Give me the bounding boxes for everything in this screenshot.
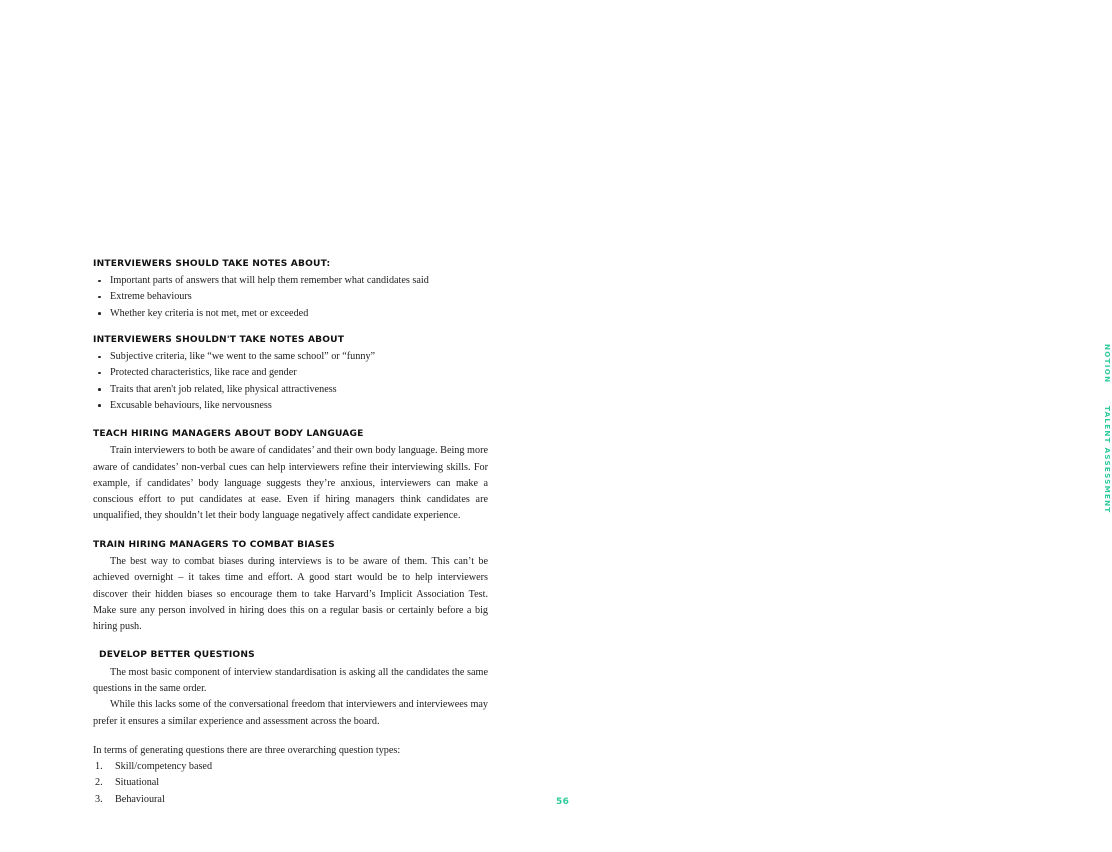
list-item-text: Behavioural — [115, 793, 165, 805]
list-item-text: Situational — [115, 777, 160, 789]
list-item-text: Excusable behaviours, like nervousness — [110, 399, 272, 411]
list-item-text: Skill/competency based — [115, 761, 213, 773]
text-column — [93, 258, 488, 822]
bullet-dot-icon — [98, 356, 101, 359]
bullet-dot-icon — [98, 388, 101, 391]
bullet-dot-icon — [98, 280, 101, 283]
list-question-types — [93, 759, 488, 808]
list-item — [93, 306, 488, 322]
heading-shouldnt-take-notes: INTERVIEWERS SHOULDN'T TAKE NOTES ABOUT — [93, 334, 345, 345]
list-item-text: Protected characteristics, like race and gender — [110, 367, 297, 379]
rail-section-label: TALENT ASSESSMENT — [1103, 406, 1112, 514]
heading-better-questions: DEVELOP BETTER QUESTIONS — [99, 650, 255, 661]
list-item — [93, 398, 488, 414]
paragraph-better-questions-one: The most basic component of interview standardisation is asking all the candidates the same questions in the same order. — [93, 666, 488, 695]
heading-combat-biases: TRAIN HIRING MANAGERS TO COMBAT BIASES — [93, 539, 335, 550]
paragraph-combat-biases: The best way to combat biases during interviews is to be aware of them. This can’t be achieved overnight – it takes time and effort. A good start would be to help interviewers discover their hidden biases so encourage them to take Harvard’s Implicit Association Test. Make sure any person involved in hiring does this on a regular basis or certainly before a big hiring push. — [93, 555, 488, 633]
list-item — [93, 759, 488, 775]
section-better-questions — [93, 649, 488, 807]
list-item-number: 2. — [95, 777, 103, 789]
list-item-text: Subjective criteria, like “we went to the same school” or “funny” — [110, 351, 376, 363]
side-rail — [540, 0, 1112, 852]
bullet-dot-icon — [98, 296, 101, 299]
list-item-text: Whether key criteria is not met, met or exceeded — [110, 307, 309, 319]
paragraph-body-language: Train interviewers to both be aware of candidates’ and their own body language. Being more aware of candidates’ non-verbal cues can help interviewers refine their interviewing skills. For example, if candidates’ body language suggests they’re anxious, interviewers can make a conscious effort to put candidates at ease. Even if hiring managers think candidates are unqualified, they shouldn’t let their body language negatively affect candidate experience. — [93, 445, 488, 522]
list-item — [93, 775, 488, 791]
page-number: 56 — [556, 797, 570, 807]
list-item — [93, 792, 488, 808]
bullet-dot-icon — [98, 312, 101, 315]
list-item — [93, 273, 488, 289]
list-item — [93, 349, 488, 365]
paragraph-spacer — [93, 730, 488, 743]
bullet-dot-icon — [98, 404, 101, 407]
list-item — [93, 365, 488, 381]
list-intro-text: In terms of generating questions there are three overarching question types: — [93, 744, 401, 756]
paragraph-better-questions-two: While this lacks some of the conversational freedom that interviewers and interviewees may prefer it ensures a similar experience and assessment across the board. — [93, 699, 488, 727]
list-item-number: 1. — [95, 761, 103, 773]
list-shouldnt-take-notes — [93, 349, 488, 414]
list-should-take-notes — [93, 273, 488, 322]
rail-brand-label: NOTION — [1103, 344, 1112, 384]
section-shouldnt-take-notes — [93, 334, 488, 414]
list-item-text: Extreme behaviours — [110, 291, 192, 303]
heading-should-take-notes: INTERVIEWERS SHOULD TAKE NOTES ABOUT: — [93, 259, 331, 269]
heading-body-language: TEACH HIRING MANAGERS ABOUT BODY LANGUAGE — [93, 428, 364, 439]
section-body-language — [93, 428, 488, 525]
list-item-number: 3. — [95, 793, 103, 805]
list-item-text: Important parts of answers that will help them remember what candidates said — [110, 275, 429, 287]
section-combat-biases — [93, 539, 488, 636]
section-should-take-notes — [93, 258, 488, 322]
list-item — [93, 289, 488, 305]
list-item-text: Traits that aren't job related, like physical attractiveness — [110, 383, 337, 395]
list-item — [93, 382, 488, 398]
bullet-dot-icon — [98, 372, 101, 375]
